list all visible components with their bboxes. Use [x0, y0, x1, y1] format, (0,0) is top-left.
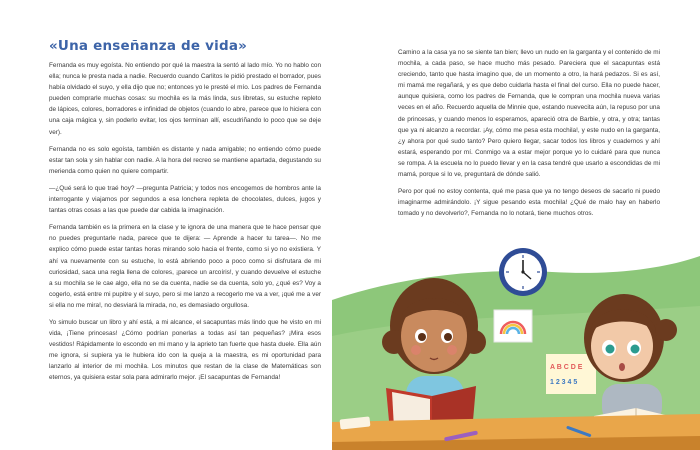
classroom-illustration: [332, 226, 700, 450]
left-paragraph-5: Yo simulo buscar un libro y ahí está, a mi alcance, el sacapuntas más lindo que he visto en mi vida, ¡Tiene princesas! ¿Cómo podrían ponerlas a todas así tan pequeñas? ¡Mira esos vestidos! Rápidamente lo escondo en mi mano y la aprieto tan fuerte que hasta duele. Ella aún me ignora, si supiera ya le hubiera ido con la queja a la maestra, es mi oportunidad para lanzarlo al interior de mi mochila. Los minutos que restan de la clase de Matemáticas son eternos, ya quisiera estar sola para admirarlo mejor. ¡El sacapuntas de Fernanda!: [49, 318, 321, 382]
right-paragraph-1: Camino a la casa ya no se siente tan bien; llevo un nudo en la garganta y el contenido de mi mochila, a cada paso, se hace mucho más pesado. Pareciera que el sacapuntas está creciendo, tanto que hasta imagino que, de un momento a otro, la hará pedazos. Si es así, mi mamá me regañará, y es que debo cuidarla hasta el final del curso. Ella no puede hacer, aunque quisiera, como los padres de Fernanda, que le compran una mochila nueva varias veces en el año. Recuerdo aquella de Minnie que, estando nuevecita aún, la repuso por una de princesas, y cuando menos lo esperamos, apareció otra de Barbie, y otra, y otra; tantas que ya ni alcanzo a recordar. ¡Ay, cómo me pesa esta mochila!, y este nudo en la garganta, ¿y ahora por qué sudo tanto? Pero quiero llegar, sacar todos los libros y cuadernos y ahí estará, esperando por mí. Conmigo va a estar mejor porque yo lo cuidaré para que nunca se rompa. A la escuela no lo puedo llevar y en la casa tendré que usarlo a escondidas de mi mamá, porque si lo ve, preguntará de dónde salió.: [398, 49, 660, 179]
poster-numbers: 1 2 3 4 5: [550, 379, 578, 386]
right-page: [398, 47, 660, 225]
poster-letters: A B C D E: [550, 364, 583, 371]
chapter-title: «Una enseñanza de vida»: [49, 38, 248, 54]
left-page: [49, 38, 321, 390]
left-paragraph-4: Fernanda también es la primera en la clase y te ignora de una manera que te hace pensar que no puedes preguntarle nada, parece que te dijera: — Aprende a hacer tu tarea—. No me explico cómo puede estar tantas horas mirando solo hacia el frente, como si yo no existiera. Y ahí va nuevamente con su estuche, lo está abriendo poco a poco como si disfrutara de mi curiosidad, saca una regla llena de colores, ¡parece un arcoíris!, y cuando devuelve el estuche a su mochila se le cae algo, ella no se da cuenta, nadie se da cuenta, solo yo, ¿qué es? Voy a cogerlo, está entre mi pupitre y el suyo, pero si me lanzo a recogerlo me va a ver, ¡qué me a ver si ella no me mira!, no desviará la mirada, no, es demasiado orgullosa.: [49, 224, 321, 309]
left-paragraph-2: Fernanda no es solo egoísta, también es distante y nada amigable; no entiendo cómo puede estar tan sola y sin hablar con nadie. A la hora del recreo se mantiene apartada, degustando su merienda como quien no quiere compartir.: [49, 145, 321, 175]
rainbow-poster: [494, 310, 532, 342]
alphabet-poster: [546, 354, 596, 394]
clock-icon: [499, 248, 547, 296]
right-paragraph-2: Pero por qué no estoy contenta, qué me pasa que ya no tengo deseos de sacarlo ni puedo imaginarme admirándolo. ¡Y sigue pesando esta mochila! ¿Qué de malo hay en haberlo tomado y no devolverlo?, Fernanda no lo notará, tiene muchos otros.: [398, 188, 660, 218]
left-paragraph-3: —¿Qué será lo que traé hoy? —pregunta Patricia; y todos nos encogemos de hombros ante la interrogante y viajamos por segundos a esa lonchera repleta de chocolates, dulces, jugos y tantas otras cosas a las que puede dar cabida la imaginación.: [49, 184, 321, 215]
left-paragraph-1: Fernanda es muy egoísta. No entiendo por qué la maestra la sentó al lado mío. Yo no hablo con ella; nunca le presta nada a nadie. Recuerdo cuando Carlitos le pidió prestado el borrador, pues había olvidado el suyo, y ella dijo que no; entonces yo le presté el mío. Los padres de Fernanda pueden comprarle muchas cosas: su mochila es la más linda, sus libretas, su estuche repleto de lápices, colores, borradores e infinidad de objetos (cuando lo abre, parece que lo hiciera con una caja mágica y, sin poderlo evitar, los ojos terminan allí, escudriñando lo poco que se deje ver).: [49, 62, 321, 136]
